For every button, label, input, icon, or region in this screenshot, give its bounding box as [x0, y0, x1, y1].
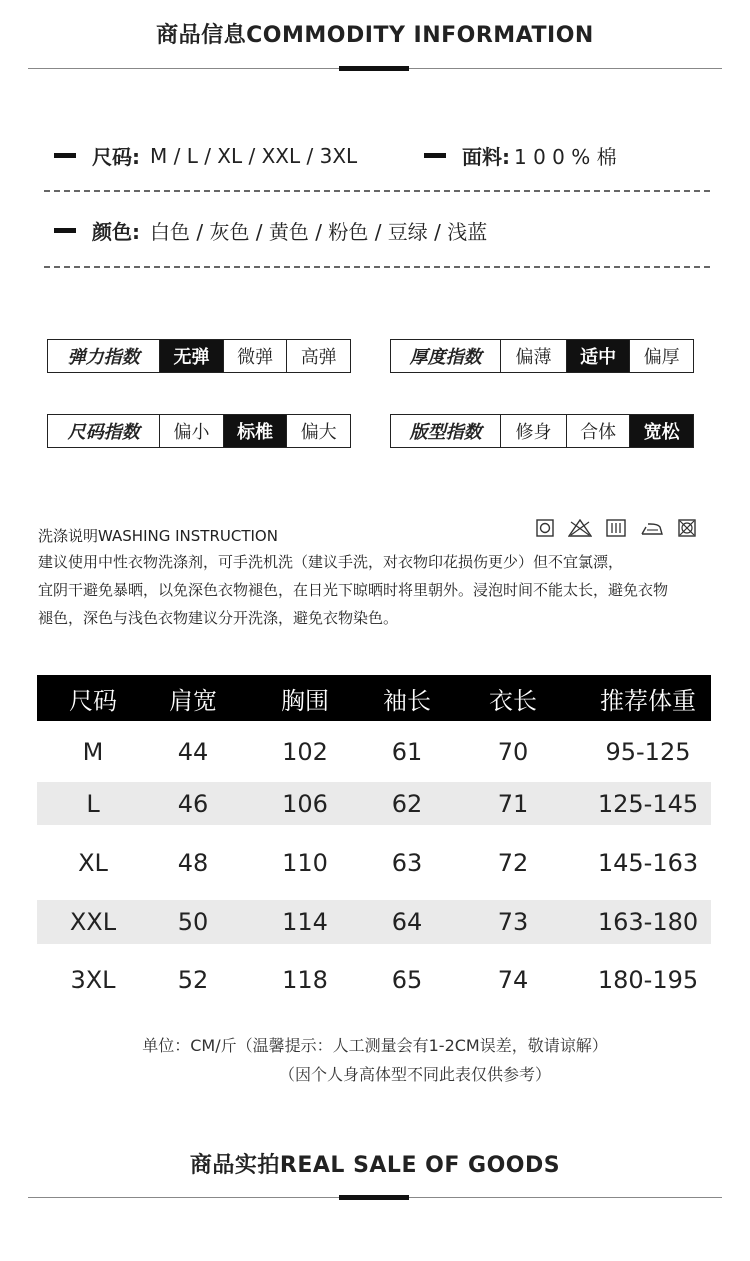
no-tumble-dry-icon — [678, 519, 696, 537]
dashed-divider — [44, 266, 710, 268]
table-cell: L — [37, 782, 149, 825]
washing-line: 褪色，深色与浅色衣物建议分开洗涤，避免衣物染色。 — [38, 609, 399, 627]
size-fit-option-large: 偏大 — [286, 415, 350, 447]
bullet-bar-icon — [54, 153, 76, 158]
elasticity-scale — [47, 339, 351, 373]
column-header: 胸围 — [237, 675, 373, 721]
washing-title: 洗涤说明WASHING INSTRUCTION — [38, 527, 278, 545]
table-row — [37, 944, 711, 1016]
table-cell: 52 — [177, 966, 209, 994]
column-header: 肩宽 — [149, 675, 237, 721]
washing-line: 宜阴干避免暴晒，以免深色衣物褪色，在日光下晾晒时将里朝外。浸泡时间不能太长，避免衣物 — [38, 581, 669, 599]
thickness-option-thin: 偏薄 — [500, 340, 566, 372]
bullet-bar-icon — [424, 153, 446, 158]
table-cell: 71 — [441, 782, 585, 825]
table-cell: 102 — [282, 737, 328, 766]
footer-accent-bar — [339, 1195, 409, 1200]
header-accent-bar — [339, 66, 409, 71]
line-dry-icon — [606, 519, 626, 537]
size-fit-option-standard: 标椎 — [223, 415, 287, 447]
table-cell: 72 — [497, 848, 529, 877]
table-cell: XL — [78, 848, 108, 877]
table-cell: 62 — [373, 782, 441, 825]
iron-icon — [640, 519, 664, 537]
size-fit-label: 尺码指数 — [67, 422, 140, 443]
measurement-note: 单位：CM/斤（温馨提示：人工测量会有1-2CM误差，敬请谅解） — [142, 1036, 608, 1055]
table-cell: 110 — [282, 848, 328, 877]
table-cell: 44 — [177, 737, 209, 766]
column-header: 衣长 — [441, 675, 585, 721]
table-cell: 3XL — [70, 966, 116, 994]
silhouette-label: 版型指数 — [409, 422, 482, 443]
table-cell: 50 — [149, 900, 237, 944]
table-row — [37, 721, 711, 782]
color-attribute — [54, 216, 487, 245]
color-value: 白色 / 灰色 / 黄色 / 粉色 / 豆绿 / 浅蓝 — [150, 220, 488, 244]
fabric-attribute — [424, 141, 617, 170]
real-sale-title: 商品实拍REAL SALE OF GOODS — [189, 1153, 561, 1178]
table-cell: 145-163 — [597, 848, 699, 877]
column-header: 推荐体重 — [585, 675, 711, 721]
thickness-scale — [390, 339, 694, 373]
washing-line: 建议使用中性衣物洗涤剂，可手洗机洗（建议手洗，对衣物印花损伤更少）但不宜氯漂， — [38, 553, 624, 571]
machine-wash-icon — [536, 519, 554, 537]
size-label: 尺码: — [92, 145, 140, 169]
elasticity-option-none: 无弹 — [159, 340, 223, 372]
thickness-label: 厚度指数 — [409, 347, 482, 368]
silhouette-option-loose: 宽松 — [629, 415, 693, 447]
table-cell: XXL — [37, 900, 149, 944]
silhouette-option-regular: 合体 — [566, 415, 630, 447]
table-cell: 64 — [373, 900, 441, 944]
table-cell: 125-145 — [585, 782, 711, 825]
table-cell: 61 — [391, 737, 423, 766]
care-icons — [536, 519, 696, 537]
column-header: 尺码 — [37, 675, 149, 721]
table-row — [37, 825, 711, 900]
table-cell: 95-125 — [605, 737, 691, 766]
size-attribute — [54, 141, 357, 170]
fabric-value: 1 0 0 % 棉 — [514, 145, 617, 169]
table-cell: 65 — [391, 966, 423, 994]
size-value: M / L / XL / XXL / 3XL — [150, 143, 358, 168]
table-cell: 74 — [497, 966, 529, 994]
thickness-option-medium: 适中 — [566, 340, 630, 372]
table-header-row — [37, 675, 711, 721]
washing-text — [38, 548, 728, 632]
column-header: 袖长 — [373, 675, 441, 721]
color-label: 颜色: — [92, 220, 140, 244]
bullet-bar-icon — [54, 228, 76, 233]
table-cell: 46 — [149, 782, 237, 825]
dashed-divider — [44, 190, 710, 192]
elasticity-option-slight: 微弹 — [223, 340, 287, 372]
table-cell: 114 — [237, 900, 373, 944]
table-cell: 106 — [237, 782, 373, 825]
silhouette-scale — [390, 414, 694, 448]
table-row — [37, 782, 711, 825]
table-cell: 63 — [391, 848, 423, 877]
table-cell: 70 — [497, 737, 529, 766]
fabric-label: 面料: — [462, 145, 510, 169]
elasticity-label: 弹力指数 — [67, 347, 140, 368]
table-cell: 118 — [282, 966, 328, 994]
size-fit-option-small: 偏小 — [159, 415, 223, 447]
table-cell: M — [82, 737, 104, 766]
bleach-icon — [568, 519, 592, 537]
silhouette-option-slim: 修身 — [500, 415, 566, 447]
commodity-info-title: 商品信息COMMODITY INFORMATION — [156, 23, 594, 48]
reference-note: （因个人身高体型不同此表仅供参考） — [278, 1065, 551, 1084]
table-cell: 48 — [177, 848, 209, 877]
elasticity-option-high: 高弹 — [286, 340, 350, 372]
size-table — [37, 675, 711, 1016]
table-cell: 163-180 — [585, 900, 711, 944]
thickness-option-thick: 偏厚 — [629, 340, 693, 372]
table-cell: 73 — [441, 900, 585, 944]
size-fit-scale — [47, 414, 351, 448]
table-cell: 180-195 — [597, 966, 699, 994]
table-row — [37, 900, 711, 944]
